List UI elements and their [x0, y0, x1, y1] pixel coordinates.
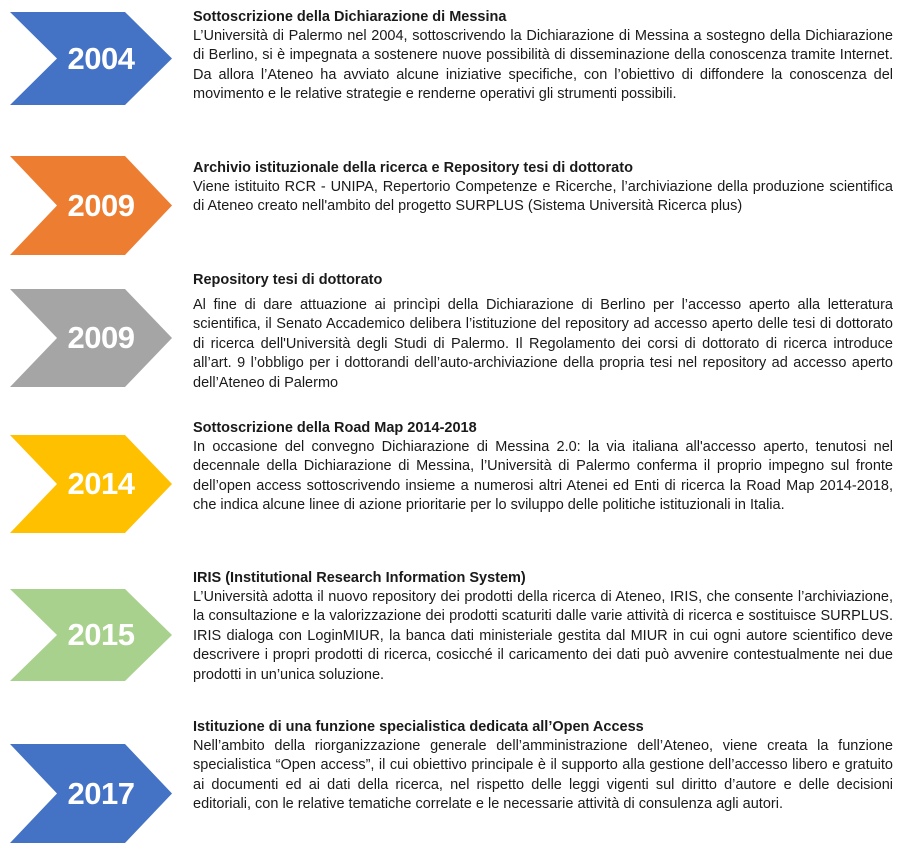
timeline-entry — [193, 569, 893, 685]
timeline-entry — [193, 8, 893, 105]
entry-body: L’Università di Palermo nel 2004, sottoscrivendo la Dichiarazione di Messina a sostegno della Dichiarazione di Berlino, si è impegnata a sostenere nuove possibilità di disseminazione della conoscenza tramite Internet. Da allora l’Ateneo ha avviato alcune iniziative specifiche, con l’obiettivo di diffondere la conoscenza del movimento e le relative strategie e renderne operativi gli strumenti possibili. — [193, 28, 893, 103]
entry-body: Al fine di dare attuazione ai princìpi della Dichiarazione di Berlino per l’accesso aperto alla letteratura scientifica, il Senato Accademico delibera l’istituzione del repository ad accesso aperto delle tesi di dottorato di ricerca dell'Università degli Studi di Palermo. Il Regolamento dei corsi di dottorato di ricerca introduce all’art. 9 l’obbligo per i dottorandi dell’auto-archiviazione della propria tesi nel repository ad accesso aperto dell’Ateneo di Palermo — [193, 297, 893, 391]
entry-title: IRIS (Institutional Research Information System) — [193, 570, 526, 586]
year-label: 2009 — [67, 320, 135, 355]
chevron-year-2004 — [10, 12, 172, 105]
year-label: 2015 — [67, 617, 135, 652]
entry-title: Sottoscrizione della Road Map 2014-2018 — [193, 420, 477, 436]
entry-title: Sottoscrizione della Dichiarazione di Messina — [193, 9, 507, 25]
chevron-year-2014 — [10, 435, 172, 533]
year-label: 2014 — [67, 466, 135, 501]
year-label: 2004 — [67, 40, 135, 76]
entry-title: Istituzione di una funzione specialistica dedicata all’Open Access — [193, 719, 644, 735]
entry-body: In occasione del convegno Dichiarazione di Messina 2.0: la via italiana all'accesso aperto, tenutosi nel decennale della Dichiarazione di Messina, l’Università di Palermo conferma il proprio impegno sul fronte dell’open access sottoscrivendo insieme a numerosi altri Atenei ed Enti di ricerca la Road Map 2014-2018, che indica alcune linee di azione prioritarie per lo sviluppo delle politiche istituzionali in Italia. — [193, 439, 893, 514]
entry-body: Nell’ambito della riorganizzazione generale dell’amministrazione dell’Ateneo, viene creata la funzione specialistica “Open access”, il cui obiettivo principale è il supporto alla gestione dell’accesso libero e gratuito ai documenti ed ai dati della ricerca, nel rispetto delle leggi vigenti sul diritto d’autore e delle decisioni editoriali, con le relative tematiche correlate e le necessarie attività di consulenza agli autori. — [193, 738, 893, 813]
timeline-entry — [193, 419, 893, 516]
year-label: 2009 — [67, 187, 135, 223]
timeline-entry — [193, 159, 893, 217]
chevron-year-2015 — [10, 589, 172, 681]
timeline-entry — [193, 718, 893, 815]
year-label: 2017 — [67, 775, 135, 811]
entry-body: L’Università adotta il nuovo repository dei prodotti della ricerca di Ateneo, IRIS, che consente l’archiviazione, la consultazione e la valorizzazione dei prodotti scaturiti dalle varie attività di ricerca e sostituisce SURPLUS. IRIS dialoga con LoginMIUR, la banca dati ministeriale gestita dal MIUR in cui ogni autore scientifico deve descrivere i propri prodotti di ricerca, cosicché il caricamento dei dati può avvenire contestualmente nei due prodotti in un’unica soluzione. — [193, 589, 893, 683]
chevron-year-2017 — [10, 744, 172, 843]
entry-title: Archivio istituzionale della ricerca e Repository tesi di dottorato — [193, 160, 633, 176]
chevron-year-2009-repository — [10, 289, 172, 387]
entry-body: Viene istituito RCR - UNIPA, Repertorio Competenze e Ricerche, l’archiviazione della produzione scientifica di Ateneo creato nell'ambito del progetto SURPLUS (Sistema Università Ricerca plus) — [193, 179, 893, 215]
chevron-year-2009 — [10, 156, 172, 255]
entry-title: Repository tesi di dottorato — [193, 272, 383, 288]
timeline-entry — [193, 271, 893, 393]
